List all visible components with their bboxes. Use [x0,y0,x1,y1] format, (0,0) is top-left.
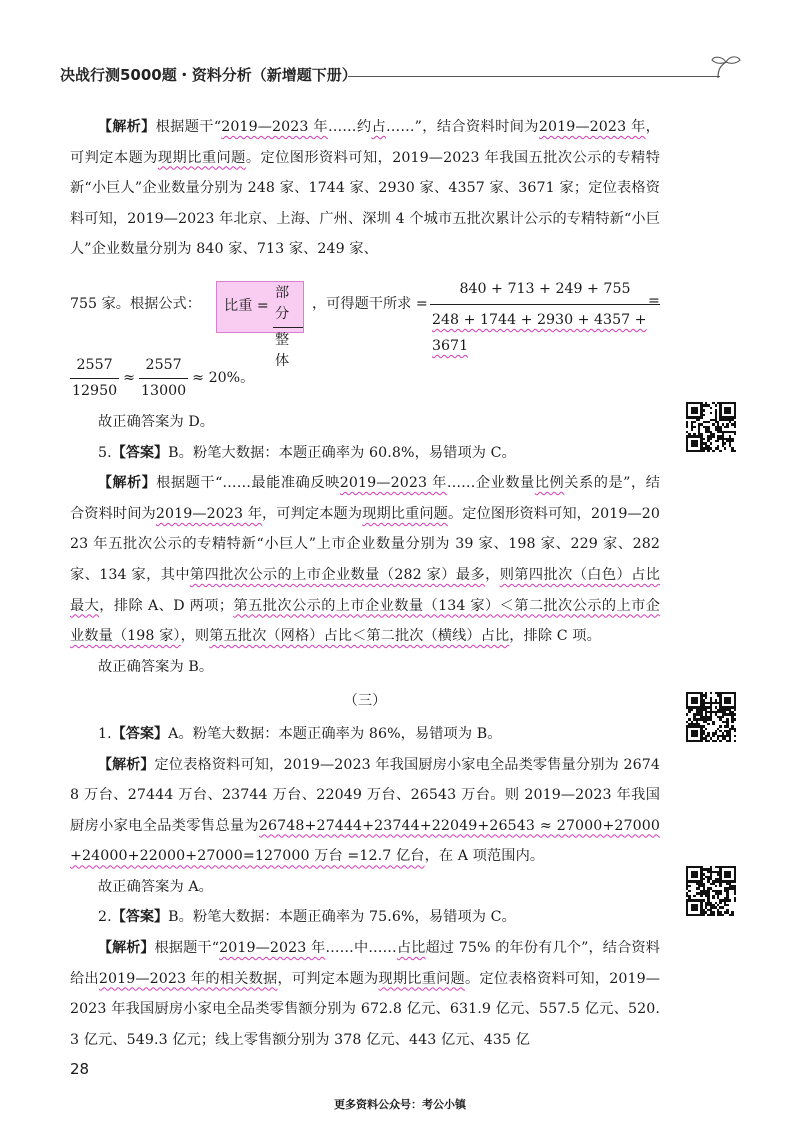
key-phrase: 2019—2023 年 [155,505,263,522]
qr-code-icon[interactable] [686,866,736,916]
key-phrase: 现期比重问题 [157,149,246,166]
key-phrase: 2019—2023 年 [339,475,447,492]
answer-tag: 【答案】 [111,909,169,926]
running-header-title: 决战行测5000题・资料分析（新增题下册） [60,66,357,84]
key-phrase: 占比 [396,940,426,957]
fraction: 部分 整体 [273,283,303,372]
analysis-paragraph-3: 【解析】定位表格资料可知，2019—2023 年我国厨房小家电全品类零售量分别为 26748 万台、27444 万台、23744 万台、22049 万台、26543 万台。则 2019—2023 年我国厨房小家电全品类零售总量为26748+27444+23744+22049+26543 ≈ 27000+27000+24000+22000+27000=127000 万台 =12.7 亿台，在 A 项范围内。 [70,756,660,865]
answer-line: 1.【答案】A。粉笔大数据：本题正确率为 86%，易错项为 B。 [98,725,502,742]
analysis-paragraph-2: 【解析】根据题干“……最能准确反映2019—2023 年……企业数量比例关系的是”，结合资料时间为2019—2023 年，可判定本题为现期比重问题。定位图形资料可知，2019—2023 年五批次公示的专精特新“小巨人”上市企业数量分别为 39 家、198 家、229 家、282 家、134 家，其中第四批次公示的上市企业数量（282 家）最多，则第四批次（白色）占比最大，排除 A、D 两项；第五批次公示的上市企业数量（134 家）＜第二批次公示的上市企业数量（198 家），则第五批次（网格）占比＜第二批次（横线）占比，排除 C 项。 [70,475,661,645]
key-phrase: 第五批次（网格）占比＜第二批次（横线）占比 [209,628,510,645]
footer-note: 更多资料公众号：考公小镇 [334,1098,466,1111]
page-number: 28 [70,1060,90,1078]
sprout-icon [708,54,744,80]
fraction: $\frac{2557}{13000}$ [139,355,188,402]
key-phrase: 2019—2023 年 [221,119,329,135]
fraction: $\frac{2557}{12950}$ [70,355,119,402]
key-phrase: 比例 [534,475,565,492]
analysis-paragraph-4: 【解析】根据题干“2019—2023 年……中……占比超过 75% 的年份有几个”，结合资料给出2019—2023 年的相关数据，可判定本题为现期比重问题。定位表格资料可知，2019—2023 年我国厨房小家电全品类零售额分别为 672.8 亿元、631.9 亿元、557.5 亿元、520.3 亿元、549.3 亿元；线上零售额分别为 378 亿元、443 亿元、435 亿 [70,940,661,1048]
key-phrase: 26748+27444+23744+22049+26543 ≈ 27000+27000+24000+22000+27000=127000 万台 =12.7 亿台 [70,817,660,865]
analysis-tag: 【解析】 [98,756,155,773]
answer-conclusion: 故正确答案为 A。 [98,878,213,895]
page-body [70,112,660,1055]
analysis-paragraph-1: 【解析】根据题干“2019—2023 年……约占……”，结合资料时间为2019—2023 年，可判定本题为现期比重问题。定位图形资料可知，2019—2023 年我国五批次公示的专精特新“小巨人”企业数量分别为 248 家、1744 家、2930 家、4357 家、3671 家；定位表格资料可知，2019—2023 年北京、上海、广州、深圳 4 个城市五批次累计公示的专精特新“小巨人”企业数量分别为 840 家、713 家、249 家、 [70,119,660,258]
key-phrase: 2019—2023 年的相关数据 [98,970,278,987]
section-heading: （三） [343,693,387,710]
qr-code-icon[interactable] [686,692,736,742]
key-phrase: 现期比重问题 [362,505,448,522]
analysis-tag: 【解析】 [98,475,157,492]
key-phrase: 2019—2023 年 [538,119,646,135]
qr-code-icon[interactable] [686,402,736,452]
key-phrase: 现期比重问题 [378,970,465,987]
formula-row: 755 家。根据公式： 比重 = 部分 整体 ，可得题干所求 = $\frac{840 + 713 + 249 + 755}{248 + 1744 + 2930 + 4357 + 3671}$ = [70,265,660,349]
answer-line: 5.【答案】B。粉笔大数据：本题正确率为 60.8%，易错项为 C。 [98,444,516,461]
highlighted-formula: 比重 = 部分 整体 [216,281,304,333]
key-phrase: 第五批次公示的上市企业数量（134 家）＜第二批次公示的上市企业数量（198 家） [70,597,660,645]
answer-tag: 【答案】 [111,725,169,742]
result-equation: $\frac{2557}{12950}$ ≈ $\frac{2557}{13000}$ ≈ 20%。 [70,353,660,407]
key-phrase: 第四批次公示的上市企业数量（282 家）最多 [189,566,486,583]
answer-tag: 【答案】 [111,444,169,461]
key-phrase: 则第四批次（白色）占比最大 [70,566,660,614]
key-phrase: 占 [371,119,387,135]
analysis-tag: 【解析】 [98,940,155,957]
key-phrase: 2019—2023 年 [219,940,326,957]
answer-conclusion: 故正确答案为 D。 [98,413,215,430]
analysis-tag: 【解析】 [98,119,156,135]
answer-line: 2.【答案】B。粉笔大数据：本题正确率为 75.6%，易错项为 C。 [98,909,516,926]
header-rule [348,76,720,77]
fraction: $\frac{840 + 713 + 249 + 755}{248 + 1744 + 2930 + 4357 + 3671}$ [430,276,660,359]
answer-conclusion: 故正确答案为 B。 [98,658,214,675]
